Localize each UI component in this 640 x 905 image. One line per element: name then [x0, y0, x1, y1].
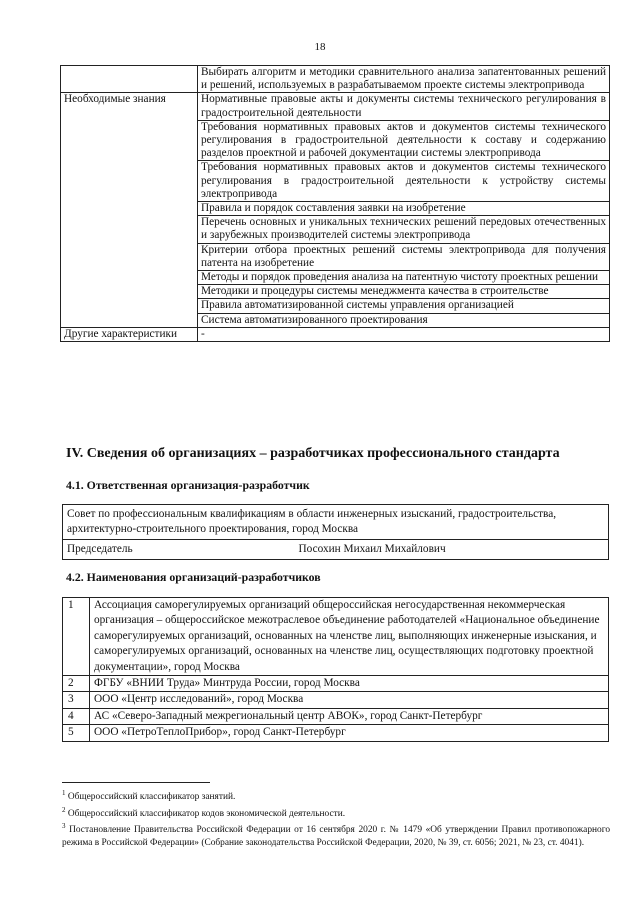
other-label: Другие характеристики — [61, 327, 198, 341]
table-row — [61, 66, 610, 93]
developer-name: ООО «ПетроТеплоПрибор», город Санкт-Петербург — [90, 725, 609, 741]
table-row — [63, 598, 609, 676]
developer-name: АС «Северо-Западный межрегиональный центр АВОК», город Санкт-Петербург — [90, 708, 609, 724]
table-row — [63, 692, 609, 708]
row-number: 1 — [63, 598, 90, 676]
section-title: IV. Сведения об организациях – разработчиках профессионального стандарта — [66, 446, 560, 461]
row-number: 2 — [63, 676, 90, 692]
chairman-row — [63, 540, 609, 560]
table-row — [63, 505, 609, 540]
table-row — [61, 327, 610, 341]
subsection-title: 4.1. Ответственная организация-разработчик — [66, 478, 310, 492]
knowledge-item: Правила и порядок составления заявки на изобретение — [198, 202, 610, 216]
footnotes — [62, 787, 610, 849]
chairman-role: Председатель — [67, 543, 133, 555]
row-number: 3 — [63, 692, 90, 708]
footnote-text: Общероссийский классификатор занятий. — [67, 792, 236, 803]
table-row — [61, 93, 610, 120]
footnote-text: Общероссийский классификатор кодов экономической деятельности. — [67, 808, 346, 819]
knowledge-item: Правила автоматизированной системы управления организацией — [198, 299, 610, 313]
knowledge-item: Требования нормативных правовых актов и документов системы технического регулирования в градостроительной деятельности к устройству системы электропривода — [198, 161, 610, 202]
responsible-org: Совет по профессиональным квалификациям в области инженерных изысканий, градостроительства, архитектурно-строительного проектирования, город Москва — [63, 505, 609, 540]
table-row — [63, 725, 609, 741]
developer-name: Ассоциация саморегулируемых организаций общероссийская негосударственная некоммерческая организация – общероссийское межотраслевое объединение работодателей «Национальное объединение саморегулируемых организаций, основанных на членстве лиц, выполняющих инженерные изыскания, и саморегулируемых организаций, основанных на членстве лиц, осуществляющих подготовку проектной документации», город Москва — [90, 598, 609, 676]
knowledge-item: Перечень основных и уникальных технических решений передовых отечественных и зарубежных производителей системы электропривода — [198, 216, 610, 243]
responsible-org-table — [62, 504, 609, 560]
knowledge-item: Методы и порядок проведения анализа на патентную чистоту проектных решении — [198, 271, 610, 285]
knowledge-label: Необходимые знания — [61, 93, 198, 327]
footnote-mark: 2 — [62, 805, 66, 814]
footnote-mark: 1 — [62, 789, 66, 797]
other-value: - — [198, 327, 610, 341]
developers-table — [62, 597, 609, 742]
competency-table — [60, 65, 610, 342]
developer-name: ООО «Центр исследований», город Москва — [90, 692, 609, 708]
footnote — [62, 820, 610, 849]
knowledge-item: Критерии отбора проектных решений системы электропривода для получения патента на изобретение — [198, 243, 610, 270]
developer-name: ФГБУ «ВНИИ Труда» Минтруда России, город Москва — [90, 676, 609, 692]
table-cell: Выбирать алгоритм и методики сравнительного анализа запатентованных решений и решений, используемых в разрабатываемом проекте системы электропривода — [198, 66, 610, 93]
knowledge-item: Требования нормативных правовых актов и документов системы технического регулирования в градостроительной деятельности к составу и содержанию разделов проектной и рабочей документации системы электропривода — [198, 120, 610, 161]
row-number: 4 — [63, 708, 90, 724]
row-number: 5 — [63, 725, 90, 741]
table-row — [63, 540, 609, 560]
page-number: 18 — [314, 41, 326, 53]
footnote-divider — [62, 782, 210, 783]
footnote — [62, 804, 610, 821]
table-row — [63, 676, 609, 692]
knowledge-item: Методики и процедуры системы менеджмента качества в строительстве — [198, 285, 610, 299]
table-cell — [61, 66, 198, 93]
knowledge-item: Система автоматизированного проектирования — [198, 313, 610, 327]
footnote-mark: 3 — [62, 822, 66, 831]
chairman-name: Посохин Михаил Михайлович — [298, 543, 446, 555]
subsection-title: 4.2. Наименования организаций-разработчиков — [66, 570, 321, 584]
knowledge-item: Нормативные правовые акты и документы системы технического регулирования в градостроительной деятельности — [198, 93, 610, 120]
footnote — [62, 787, 610, 804]
table-row — [63, 708, 609, 724]
footnote-text: Постановление Правительства Российской Федерации от 16 сентября 2020 г. № 1479 «Об утверждении Правил противопожарного режима в Российской Федерации» (Собрание законодательства Российской Федерации, 2020, № 39, ст. 6056; 2021, № 23, ст. 4041). — [62, 825, 611, 848]
